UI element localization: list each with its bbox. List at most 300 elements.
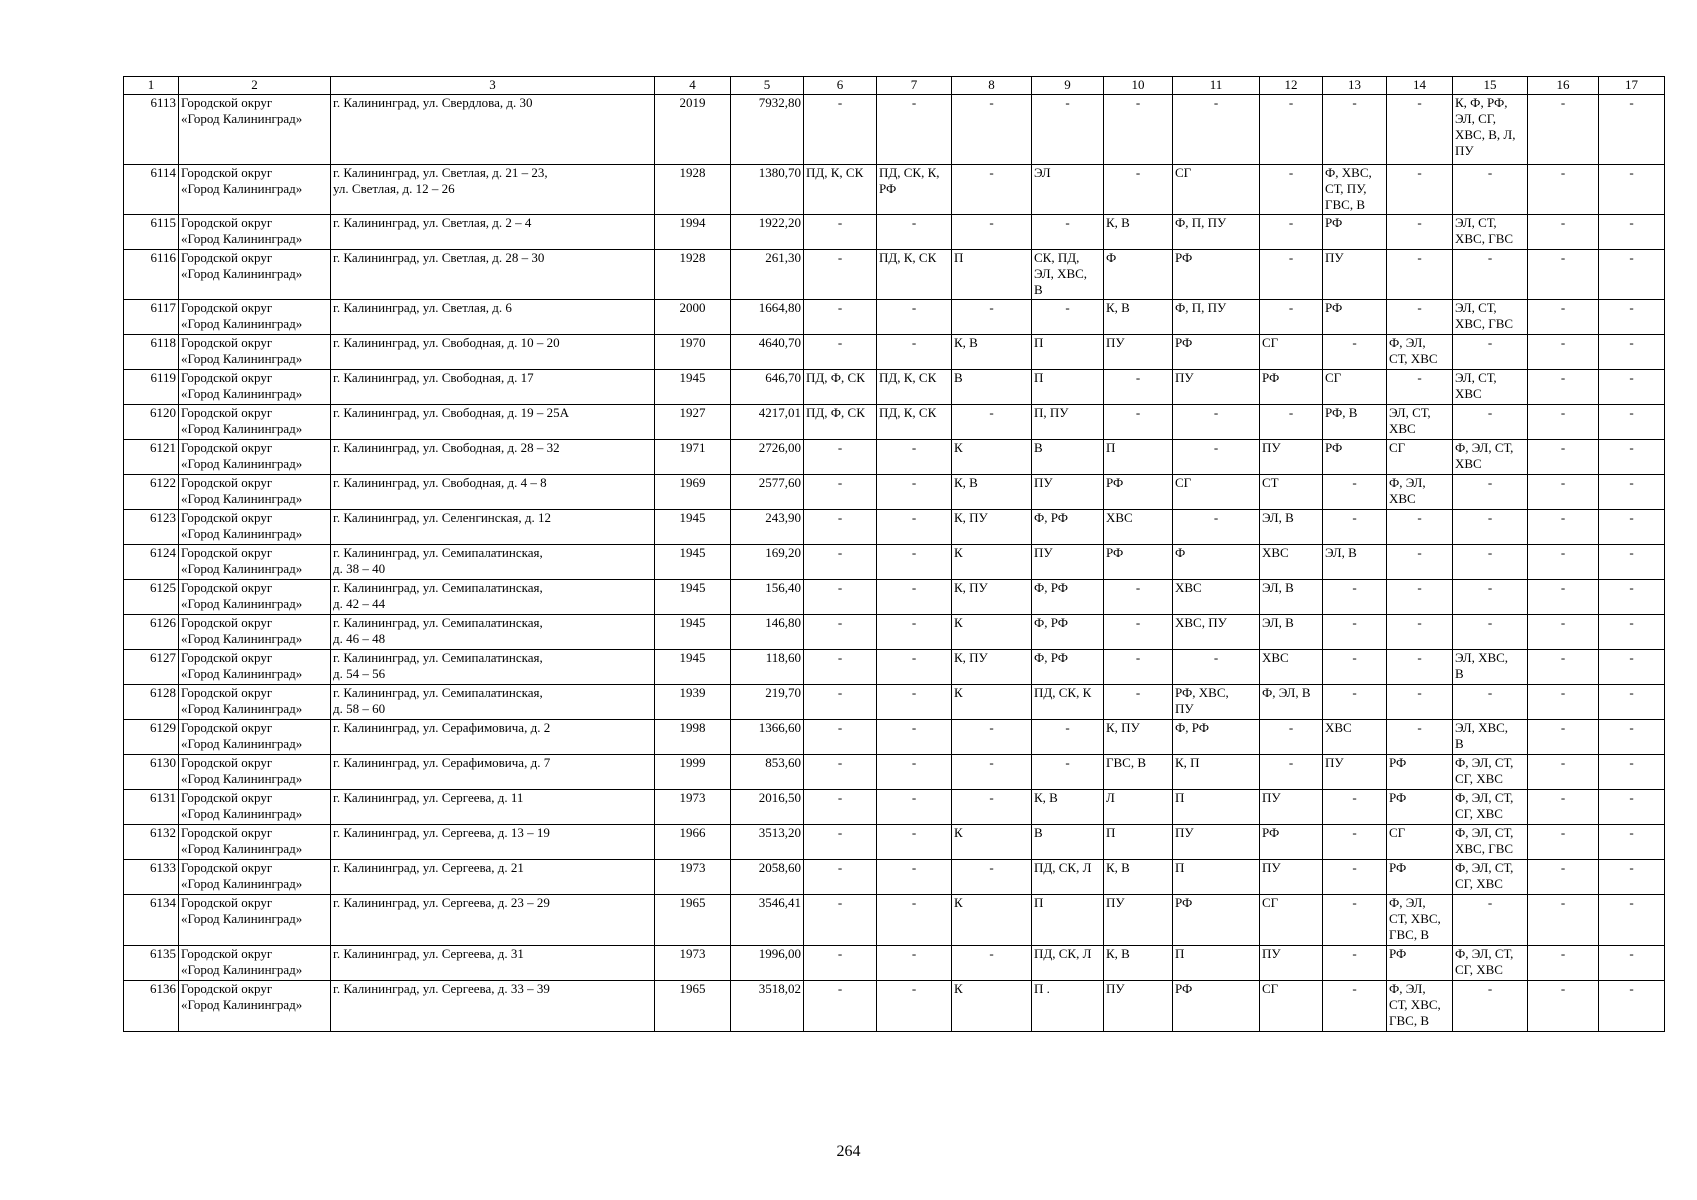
cell-col-5: 118,60	[731, 650, 804, 685]
cell-col-16: -	[1528, 650, 1599, 685]
cell-col-4: 1971	[655, 440, 731, 475]
cell-col-6: -	[804, 545, 877, 580]
cell-col-16: -	[1528, 545, 1599, 580]
cell-col-7: -	[877, 440, 952, 475]
cell-col-2: Городской округ «Город Калининград»	[179, 615, 331, 650]
cell-col-8: -	[952, 405, 1032, 440]
cell-col-3: г. Калининград, ул. Семипалатинская, д. 54 – 56	[331, 650, 655, 685]
cell-col-9: ПД, СК, Л	[1032, 860, 1104, 895]
table-row	[124, 860, 1665, 895]
cell-col-14: Ф, ЭЛ, ХВС	[1387, 475, 1453, 510]
cell-col-6: -	[804, 300, 877, 335]
cell-col-16: -	[1528, 685, 1599, 720]
cell-col-14: -	[1387, 165, 1453, 215]
cell-col-12: ЭЛ, В	[1260, 580, 1323, 615]
cell-col-8: -	[952, 790, 1032, 825]
cell-col-9: -	[1032, 215, 1104, 250]
cell-col-6: -	[804, 510, 877, 545]
cell-col-16: -	[1528, 790, 1599, 825]
cell-col-6: -	[804, 790, 877, 825]
cell-col-7: ПД, СК, К, РФ	[877, 165, 952, 215]
cell-col-10: -	[1104, 165, 1173, 215]
cell-col-7: ПД, К, СК	[877, 250, 952, 300]
cell-col-5: 4217,01	[731, 405, 804, 440]
cell-col-11: ХВС, ПУ	[1173, 615, 1260, 650]
cell-col-11: РФ	[1173, 981, 1260, 1032]
column-header-17: 17	[1599, 77, 1665, 95]
cell-col-3: г. Калининград, ул. Семипалатинская, д. 42 – 44	[331, 580, 655, 615]
cell-col-9: П .	[1032, 981, 1104, 1032]
cell-col-7: -	[877, 790, 952, 825]
cell-col-13: РФ, В	[1323, 405, 1387, 440]
cell-col-8: В	[952, 370, 1032, 405]
column-header-8: 8	[952, 77, 1032, 95]
cell-col-1: 6135	[124, 946, 179, 981]
column-header-11: 11	[1173, 77, 1260, 95]
cell-col-5: 7932,80	[731, 95, 804, 165]
table-row	[124, 510, 1665, 545]
table-row	[124, 981, 1665, 1032]
cell-col-3: г. Калининград, ул. Свердлова, д. 30	[331, 95, 655, 165]
cell-col-15: -	[1453, 580, 1528, 615]
column-header-14: 14	[1387, 77, 1453, 95]
cell-col-8: -	[952, 300, 1032, 335]
cell-col-2: Городской округ «Город Калининград»	[179, 685, 331, 720]
cell-col-13: -	[1323, 895, 1387, 946]
cell-col-6: -	[804, 755, 877, 790]
cell-col-4: 1973	[655, 946, 731, 981]
cell-col-17: -	[1599, 685, 1665, 720]
cell-col-15: -	[1453, 510, 1528, 545]
cell-col-1: 6126	[124, 615, 179, 650]
cell-col-17: -	[1599, 510, 1665, 545]
cell-col-6: -	[804, 946, 877, 981]
cell-col-2: Городской округ «Город Калининград»	[179, 860, 331, 895]
cell-col-11: СГ	[1173, 475, 1260, 510]
cell-col-1: 6122	[124, 475, 179, 510]
cell-col-3: г. Калининград, ул. Сергеева, д. 33 – 39	[331, 981, 655, 1032]
cell-col-11: ХВС	[1173, 580, 1260, 615]
cell-col-2: Городской округ «Город Калининград»	[179, 580, 331, 615]
cell-col-15: Ф, ЭЛ, СТ, СГ, ХВС	[1453, 860, 1528, 895]
cell-col-7: -	[877, 946, 952, 981]
cell-col-3: г. Калининград, ул. Серафимовича, д. 2	[331, 720, 655, 755]
cell-col-11: Ф, П, ПУ	[1173, 300, 1260, 335]
cell-col-6: -	[804, 440, 877, 475]
cell-col-8: -	[952, 720, 1032, 755]
cell-col-10: Л	[1104, 790, 1173, 825]
cell-col-17: -	[1599, 860, 1665, 895]
cell-col-4: 1969	[655, 475, 731, 510]
cell-col-5: 3518,02	[731, 981, 804, 1032]
cell-col-3: г. Калининград, ул. Сергеева, д. 11	[331, 790, 655, 825]
cell-col-16: -	[1528, 946, 1599, 981]
cell-col-15: -	[1453, 475, 1528, 510]
cell-col-10: ПУ	[1104, 981, 1173, 1032]
table-row	[124, 946, 1665, 981]
cell-col-7: -	[877, 475, 952, 510]
cell-col-16: -	[1528, 250, 1599, 300]
cell-col-8: К	[952, 440, 1032, 475]
cell-col-12: СГ	[1260, 335, 1323, 370]
cell-col-11: П	[1173, 946, 1260, 981]
cell-col-5: 1664,80	[731, 300, 804, 335]
column-header-13: 13	[1323, 77, 1387, 95]
cell-col-16: -	[1528, 300, 1599, 335]
cell-col-1: 6130	[124, 755, 179, 790]
cell-col-2: Городской округ «Город Калининград»	[179, 95, 331, 165]
cell-col-2: Городской округ «Город Калининград»	[179, 215, 331, 250]
cell-col-8: -	[952, 946, 1032, 981]
cell-col-4: 1928	[655, 165, 731, 215]
cell-col-14: -	[1387, 685, 1453, 720]
cell-col-9: ПУ	[1032, 475, 1104, 510]
cell-col-11: РФ	[1173, 895, 1260, 946]
cell-col-7: ПД, К, СК	[877, 405, 952, 440]
cell-col-3: г. Калининград, ул. Свободная, д. 28 – 32	[331, 440, 655, 475]
cell-col-15: Ф, ЭЛ, СТ, СГ, ХВС	[1453, 946, 1528, 981]
cell-col-6: -	[804, 475, 877, 510]
cell-col-12: ХВС	[1260, 650, 1323, 685]
cell-col-1: 6118	[124, 335, 179, 370]
cell-col-11: -	[1173, 95, 1260, 165]
cell-col-13: -	[1323, 95, 1387, 165]
cell-col-10: -	[1104, 615, 1173, 650]
cell-col-7: -	[877, 580, 952, 615]
table-row	[124, 370, 1665, 405]
cell-col-9: К, В	[1032, 790, 1104, 825]
cell-col-12: -	[1260, 720, 1323, 755]
cell-col-15: Ф, ЭЛ, СТ, ХВС	[1453, 440, 1528, 475]
cell-col-5: 2058,60	[731, 860, 804, 895]
cell-col-12: -	[1260, 250, 1323, 300]
cell-col-1: 6124	[124, 545, 179, 580]
cell-col-2: Городской округ «Город Калининград»	[179, 405, 331, 440]
cell-col-6: -	[804, 615, 877, 650]
cell-col-17: -	[1599, 250, 1665, 300]
cell-col-11: РФ	[1173, 335, 1260, 370]
cell-col-9: П	[1032, 370, 1104, 405]
table-row	[124, 825, 1665, 860]
table-row	[124, 895, 1665, 946]
cell-col-14: -	[1387, 215, 1453, 250]
cell-col-6: -	[804, 895, 877, 946]
cell-col-14: -	[1387, 650, 1453, 685]
cell-col-14: -	[1387, 250, 1453, 300]
cell-col-2: Городской округ «Город Калининград»	[179, 440, 331, 475]
cell-col-15: -	[1453, 685, 1528, 720]
table-row	[124, 580, 1665, 615]
cell-col-14: -	[1387, 300, 1453, 335]
cell-col-12: -	[1260, 755, 1323, 790]
cell-col-15: ЭЛ, ХВС, В	[1453, 650, 1528, 685]
cell-col-14: Ф, ЭЛ, СТ, ХВС	[1387, 335, 1453, 370]
cell-col-1: 6116	[124, 250, 179, 300]
cell-col-2: Городской округ «Город Калининград»	[179, 825, 331, 860]
cell-col-15: -	[1453, 250, 1528, 300]
cell-col-1: 6134	[124, 895, 179, 946]
cell-col-10: Ф	[1104, 250, 1173, 300]
cell-col-13: -	[1323, 475, 1387, 510]
table-row	[124, 545, 1665, 580]
cell-col-15: -	[1453, 981, 1528, 1032]
table-row	[124, 250, 1665, 300]
column-header-6: 6	[804, 77, 877, 95]
cell-col-13: -	[1323, 335, 1387, 370]
cell-col-17: -	[1599, 720, 1665, 755]
cell-col-5: 146,80	[731, 615, 804, 650]
cell-col-15: Ф, ЭЛ, СТ, СГ, ХВС	[1453, 755, 1528, 790]
cell-col-8: -	[952, 860, 1032, 895]
cell-col-1: 6125	[124, 580, 179, 615]
cell-col-11: СГ	[1173, 165, 1260, 215]
cell-col-10: П	[1104, 825, 1173, 860]
cell-col-16: -	[1528, 860, 1599, 895]
cell-col-13: -	[1323, 650, 1387, 685]
cell-col-4: 1966	[655, 825, 731, 860]
cell-col-5: 3546,41	[731, 895, 804, 946]
cell-col-6: -	[804, 650, 877, 685]
cell-col-13: СГ	[1323, 370, 1387, 405]
cell-col-3: г. Калининград, ул. Светлая, д. 2 – 4	[331, 215, 655, 250]
cell-col-16: -	[1528, 615, 1599, 650]
cell-col-15: Ф, ЭЛ, СТ, ХВС, ГВС	[1453, 825, 1528, 860]
cell-col-1: 6115	[124, 215, 179, 250]
table-body	[124, 95, 1665, 1032]
cell-col-8: К, ПУ	[952, 510, 1032, 545]
cell-col-17: -	[1599, 545, 1665, 580]
cell-col-4: 1994	[655, 215, 731, 250]
cell-col-13: -	[1323, 790, 1387, 825]
cell-col-11: П	[1173, 860, 1260, 895]
cell-col-10: К, В	[1104, 215, 1173, 250]
cell-col-4: 1928	[655, 250, 731, 300]
cell-col-4: 2000	[655, 300, 731, 335]
cell-col-6: ПД, К, СК	[804, 165, 877, 215]
cell-col-15: -	[1453, 405, 1528, 440]
cell-col-6: -	[804, 250, 877, 300]
cell-col-9: СК, ПД, ЭЛ, ХВС, В	[1032, 250, 1104, 300]
cell-col-12: СГ	[1260, 981, 1323, 1032]
cell-col-10: К, В	[1104, 300, 1173, 335]
cell-col-16: -	[1528, 165, 1599, 215]
cell-col-12: РФ	[1260, 825, 1323, 860]
cell-col-9: -	[1032, 755, 1104, 790]
cell-col-12: СГ	[1260, 895, 1323, 946]
cell-col-1: 6128	[124, 685, 179, 720]
cell-col-3: г. Калининград, ул. Семипалатинская, д. 38 – 40	[331, 545, 655, 580]
cell-col-4: 1945	[655, 650, 731, 685]
cell-col-15: ЭЛ, СТ, ХВС, ГВС	[1453, 215, 1528, 250]
table-row	[124, 440, 1665, 475]
cell-col-9: ПД, СК, Л	[1032, 946, 1104, 981]
cell-col-8: К	[952, 895, 1032, 946]
cell-col-17: -	[1599, 895, 1665, 946]
cell-col-6: -	[804, 95, 877, 165]
cell-col-11: -	[1173, 440, 1260, 475]
cell-col-17: -	[1599, 946, 1665, 981]
cell-col-14: -	[1387, 545, 1453, 580]
cell-col-10: РФ	[1104, 545, 1173, 580]
cell-col-5: 1922,20	[731, 215, 804, 250]
table-row	[124, 405, 1665, 440]
cell-col-9: -	[1032, 720, 1104, 755]
cell-col-12: -	[1260, 300, 1323, 335]
column-header-4: 4	[655, 77, 731, 95]
cell-col-7: -	[877, 95, 952, 165]
cell-col-7: -	[877, 510, 952, 545]
cell-col-1: 6113	[124, 95, 179, 165]
cell-col-12: -	[1260, 165, 1323, 215]
cell-col-14: Ф, ЭЛ, СТ, ХВС, ГВС, В	[1387, 895, 1453, 946]
cell-col-1: 6127	[124, 650, 179, 685]
column-header-1: 1	[124, 77, 179, 95]
cell-col-2: Городской округ «Город Калининград»	[179, 895, 331, 946]
cell-col-1: 6136	[124, 981, 179, 1032]
cell-col-16: -	[1528, 440, 1599, 475]
cell-col-2: Городской округ «Город Калининград»	[179, 250, 331, 300]
cell-col-2: Городской округ «Город Калининград»	[179, 165, 331, 215]
cell-col-14: СГ	[1387, 440, 1453, 475]
cell-col-3: г. Калининград, ул. Светлая, д. 21 – 23, ул. Светлая, д. 12 – 26	[331, 165, 655, 215]
cell-col-8: К, В	[952, 475, 1032, 510]
cell-col-1: 6129	[124, 720, 179, 755]
cell-col-9: В	[1032, 825, 1104, 860]
cell-col-6: ПД, Ф, СК	[804, 405, 877, 440]
cell-col-13: РФ	[1323, 215, 1387, 250]
cell-col-6: -	[804, 860, 877, 895]
cell-col-7: -	[877, 545, 952, 580]
cell-col-16: -	[1528, 981, 1599, 1032]
cell-col-8: К	[952, 685, 1032, 720]
cell-col-11: РФ	[1173, 250, 1260, 300]
cell-col-16: -	[1528, 720, 1599, 755]
cell-col-12: ПУ	[1260, 790, 1323, 825]
cell-col-8: К, ПУ	[952, 580, 1032, 615]
cell-col-15: ЭЛ, ХВС, В	[1453, 720, 1528, 755]
cell-col-7: -	[877, 755, 952, 790]
cell-col-6: -	[804, 335, 877, 370]
cell-col-5: 261,30	[731, 250, 804, 300]
cell-col-9: Ф, РФ	[1032, 650, 1104, 685]
cell-col-15: К, Ф, РФ, ЭЛ, СГ, ХВС, В, Л, ПУ	[1453, 95, 1528, 165]
cell-col-14: -	[1387, 580, 1453, 615]
cell-col-12: Ф, ЭЛ, В	[1260, 685, 1323, 720]
cell-col-4: 1945	[655, 370, 731, 405]
cell-col-2: Городской округ «Город Калининград»	[179, 300, 331, 335]
cell-col-13: РФ	[1323, 440, 1387, 475]
cell-col-4: 1945	[655, 615, 731, 650]
cell-col-12: -	[1260, 405, 1323, 440]
cell-col-15: -	[1453, 895, 1528, 946]
cell-col-12: ЭЛ, В	[1260, 615, 1323, 650]
cell-col-3: г. Калининград, ул. Свободная, д. 17	[331, 370, 655, 405]
cell-col-17: -	[1599, 650, 1665, 685]
cell-col-12: ПУ	[1260, 860, 1323, 895]
cell-col-14: -	[1387, 720, 1453, 755]
cell-col-12: ПУ	[1260, 440, 1323, 475]
cell-col-1: 6121	[124, 440, 179, 475]
cell-col-16: -	[1528, 370, 1599, 405]
cell-col-9: ЭЛ	[1032, 165, 1104, 215]
table-row	[124, 165, 1665, 215]
cell-col-7: -	[877, 860, 952, 895]
cell-col-14: РФ	[1387, 790, 1453, 825]
cell-col-10: К, ПУ	[1104, 720, 1173, 755]
column-header-15: 15	[1453, 77, 1528, 95]
cell-col-6: -	[804, 580, 877, 615]
cell-col-13: -	[1323, 946, 1387, 981]
cell-col-3: г. Калининград, ул. Светлая, д. 6	[331, 300, 655, 335]
cell-col-7: -	[877, 895, 952, 946]
cell-col-17: -	[1599, 580, 1665, 615]
cell-col-16: -	[1528, 335, 1599, 370]
cell-col-3: г. Калининград, ул. Сергеева, д. 13 – 19	[331, 825, 655, 860]
cell-col-12: ХВС	[1260, 545, 1323, 580]
cell-col-11: -	[1173, 405, 1260, 440]
cell-col-14: -	[1387, 95, 1453, 165]
cell-col-16: -	[1528, 405, 1599, 440]
cell-col-12: ПУ	[1260, 946, 1323, 981]
cell-col-13: ПУ	[1323, 250, 1387, 300]
table-row	[124, 720, 1665, 755]
cell-col-5: 169,20	[731, 545, 804, 580]
cell-col-2: Городской округ «Город Калининград»	[179, 720, 331, 755]
cell-col-2: Городской округ «Город Калининград»	[179, 335, 331, 370]
cell-col-5: 4640,70	[731, 335, 804, 370]
cell-col-12: -	[1260, 95, 1323, 165]
cell-col-14: -	[1387, 370, 1453, 405]
cell-col-6: -	[804, 215, 877, 250]
cell-col-4: 1965	[655, 981, 731, 1032]
cell-col-8: -	[952, 215, 1032, 250]
cell-col-4: 1999	[655, 755, 731, 790]
cell-col-16: -	[1528, 510, 1599, 545]
cell-col-13: -	[1323, 825, 1387, 860]
cell-col-11: Ф, РФ	[1173, 720, 1260, 755]
cell-col-16: -	[1528, 475, 1599, 510]
cell-col-5: 1380,70	[731, 165, 804, 215]
cell-col-14: СГ	[1387, 825, 1453, 860]
cell-col-17: -	[1599, 755, 1665, 790]
cell-col-9: Ф, РФ	[1032, 580, 1104, 615]
cell-col-1: 6131	[124, 790, 179, 825]
cell-col-2: Городской округ «Город Калининград»	[179, 475, 331, 510]
cell-col-5: 853,60	[731, 755, 804, 790]
cell-col-1: 6114	[124, 165, 179, 215]
cell-col-5: 1996,00	[731, 946, 804, 981]
cell-col-4: 1945	[655, 580, 731, 615]
cell-col-8: П	[952, 250, 1032, 300]
cell-col-13: -	[1323, 510, 1387, 545]
cell-col-3: г. Калининград, ул. Свободная, д. 19 – 25А	[331, 405, 655, 440]
cell-col-13: ПУ	[1323, 755, 1387, 790]
cell-col-8: К	[952, 615, 1032, 650]
cell-col-6: -	[804, 825, 877, 860]
cell-col-4: 1939	[655, 685, 731, 720]
page-number: 264	[836, 1143, 861, 1160]
cell-col-5: 646,70	[731, 370, 804, 405]
cell-col-3: г. Калининград, ул. Свободная, д. 10 – 20	[331, 335, 655, 370]
cell-col-16: -	[1528, 215, 1599, 250]
table-row	[124, 475, 1665, 510]
cell-col-9: -	[1032, 95, 1104, 165]
cell-col-4: 1970	[655, 335, 731, 370]
cell-col-2: Городской округ «Город Калининград»	[179, 545, 331, 580]
cell-col-14: РФ	[1387, 755, 1453, 790]
cell-col-15: -	[1453, 615, 1528, 650]
cell-col-11: П	[1173, 790, 1260, 825]
